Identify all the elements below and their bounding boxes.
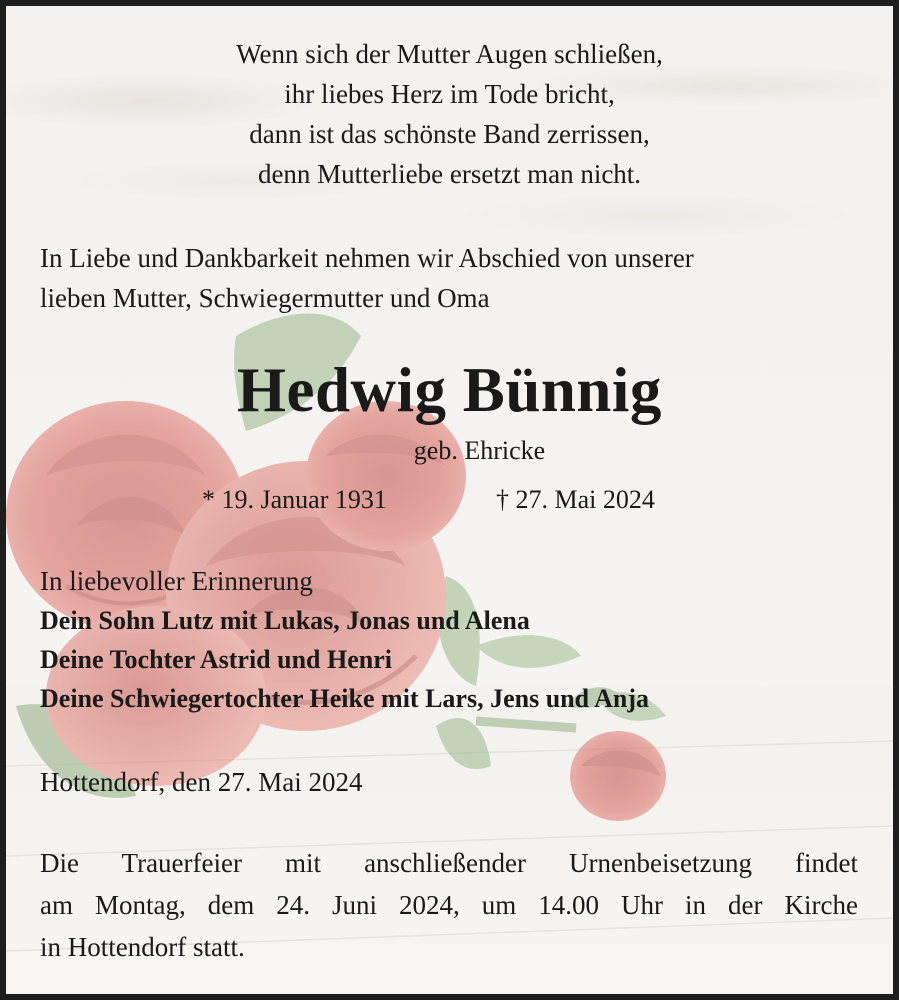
poem-line: ihr liebes Herz im Tode bricht, (284, 79, 615, 109)
service-line: am Montag, dem 24. Juni 2024, um 14.00 Uhr in der Kirche (40, 890, 858, 920)
place-date: Hottendorf, den 27. Mai 2024 (40, 767, 363, 797)
poem-line: denn Mutterliebe ersetzt man nicht. (257, 159, 642, 189)
service-notice (40, 842, 858, 968)
birth-date: * 19. Januar 1931 (202, 485, 387, 514)
intro-line: In Liebe und Dankbarkeit nehmen wir Abschied von unserer (40, 243, 694, 273)
poem (6, 34, 893, 194)
mourner-line: Dein Sohn Lutz mit Lukas, Jonas und Alena (40, 606, 530, 635)
mourner-line: Deine Schwiegertochter Heike mit Lars, Jens und Anja (40, 684, 650, 713)
poem-line: dann ist das schönste Band zerrissen, (249, 119, 650, 149)
birth-name: geb. Ehricke (413, 436, 546, 465)
intro-line: lieben Mutter, Schwiegermutter und Oma (40, 283, 490, 313)
mourners-heading: In liebevoller Erinnerung (40, 566, 313, 596)
poem-line: Wenn sich der Mutter Augen schließen, (236, 39, 663, 69)
intro-text (40, 238, 870, 318)
obituary-content (6, 6, 893, 994)
mourner-line: Deine Tochter Astrid und Henri (40, 645, 393, 674)
service-line: in Hottendorf statt. (40, 932, 245, 962)
death-date: † 27. Mai 2024 (496, 485, 655, 514)
mourners (40, 562, 880, 718)
deceased-name: Hedwig Bünnig (237, 355, 662, 425)
service-line: Die Trauerfeier mit anschließender Urnenbeisetzung findet (40, 848, 858, 878)
